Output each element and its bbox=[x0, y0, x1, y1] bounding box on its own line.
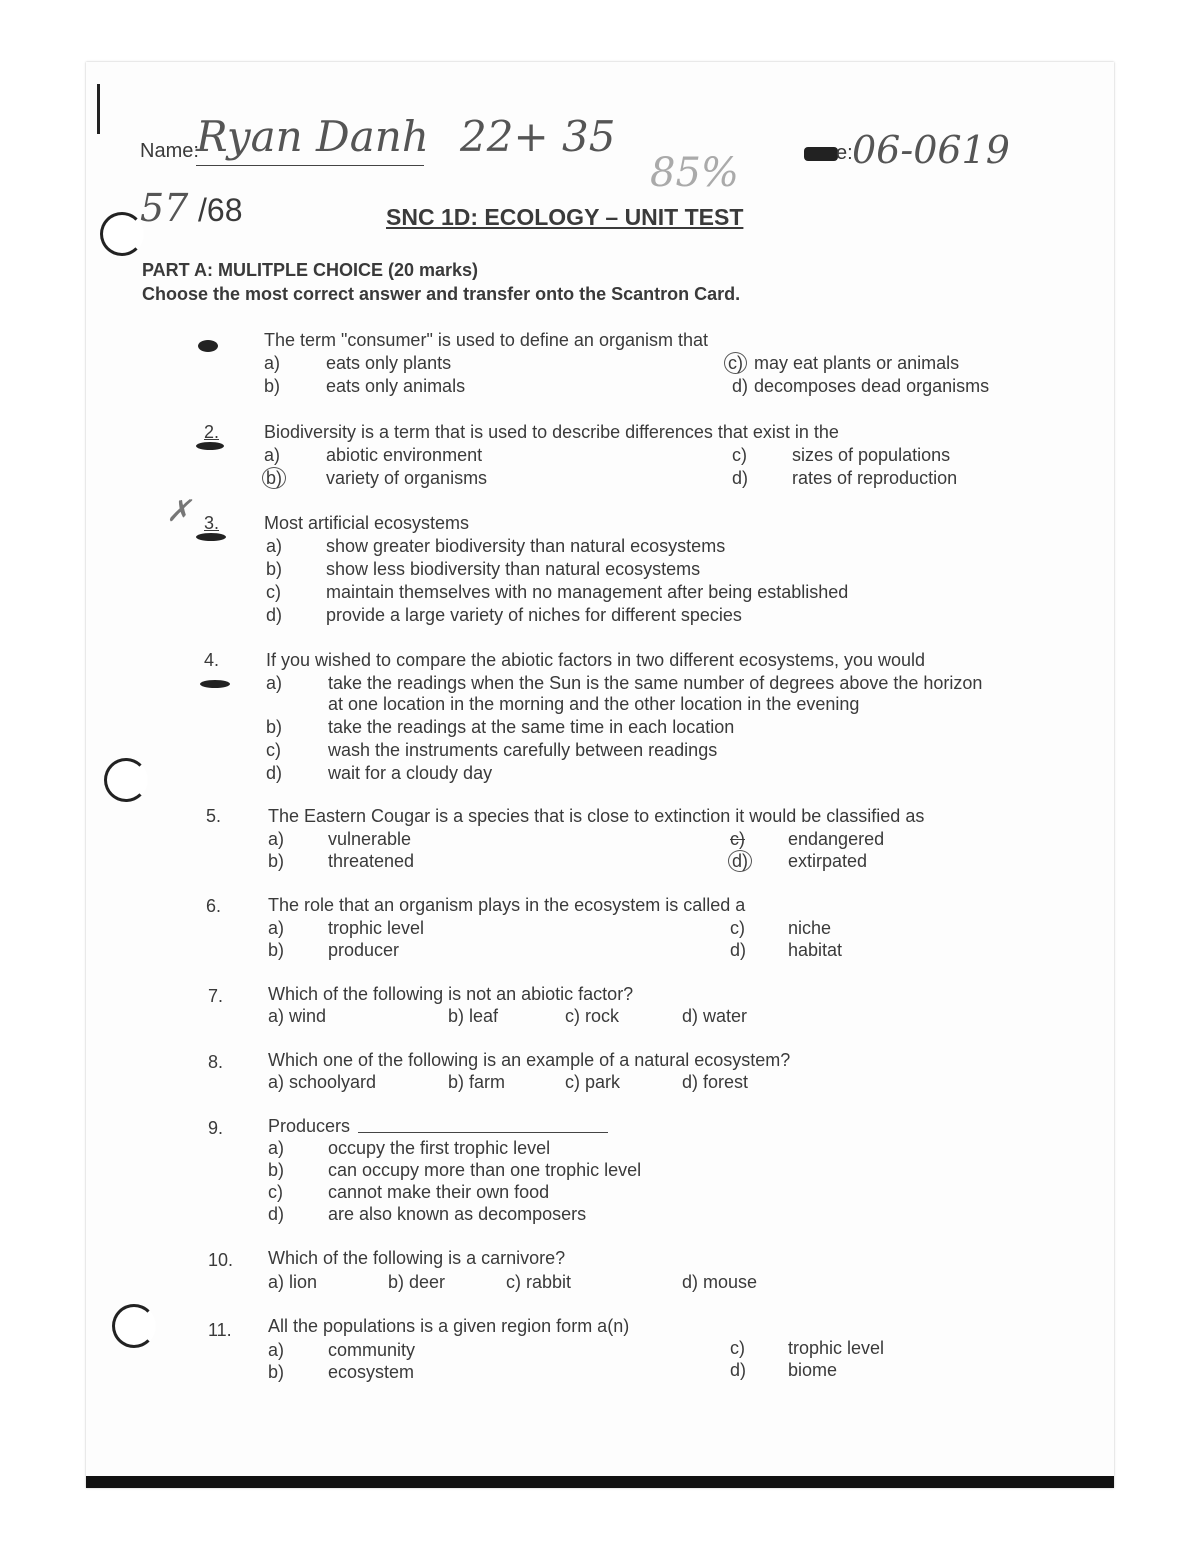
q4-c: wash the instruments carefully between readings bbox=[328, 740, 718, 760]
q7-a: a) wind bbox=[268, 1006, 327, 1026]
q2-b-circled: b) bbox=[262, 467, 286, 489]
q6-c: niche bbox=[788, 918, 832, 938]
q1-d-letter: d) bbox=[732, 376, 749, 396]
q6-b: producer bbox=[328, 940, 400, 960]
q11-b: ecosystem bbox=[328, 1362, 415, 1382]
q3-d-letter: d) bbox=[266, 605, 283, 625]
q3-a: show greater biodiversity than natural ecosystems bbox=[326, 536, 726, 556]
q4-text: If you wished to compare the abiotic factors in two different ecosystems, you would bbox=[266, 650, 925, 670]
q5-c: endangered bbox=[788, 829, 885, 849]
q6-c-letter: c) bbox=[730, 918, 745, 938]
q7-c: c) rock bbox=[565, 1006, 619, 1026]
score-total: /68 bbox=[198, 192, 243, 228]
q9-c-letter: c) bbox=[268, 1182, 283, 1202]
q5-b: threatened bbox=[328, 851, 415, 871]
q6-number: 6. bbox=[206, 896, 222, 916]
q5-number: 5. bbox=[206, 806, 222, 826]
q8-b: b) farm bbox=[448, 1072, 506, 1092]
q11-c: trophic level bbox=[788, 1338, 885, 1358]
q5-text: The Eastern Cougar is a species that is close to extinction it would be classified as bbox=[268, 806, 925, 826]
q3-a-letter: a) bbox=[266, 536, 283, 556]
q4-d: wait for a cloudy day bbox=[328, 763, 493, 783]
q2-number: 2. bbox=[204, 422, 220, 442]
q3-c: maintain themselves with no management after being established bbox=[326, 582, 849, 602]
q9-b-letter: b) bbox=[268, 1160, 285, 1180]
q8-number: 8. bbox=[208, 1052, 224, 1072]
q2-text: Biodiversity is a term that is used to describe differences that exist in the bbox=[264, 422, 839, 442]
date-value: 06-0619 bbox=[852, 128, 1010, 172]
q3-d: provide a large variety of niches for different species bbox=[326, 605, 742, 625]
q1-c-circled: c) bbox=[724, 352, 747, 374]
q4-b-letter: b) bbox=[266, 717, 283, 737]
q8-c: c) park bbox=[565, 1072, 621, 1092]
score-earned: 57 bbox=[140, 186, 189, 230]
name-underline bbox=[196, 165, 424, 166]
q2-a: abiotic environment bbox=[326, 445, 483, 465]
q6-a: trophic level bbox=[328, 918, 425, 938]
q6-b-letter: b) bbox=[268, 940, 285, 960]
q5-b-letter: b) bbox=[268, 851, 285, 871]
q4-d-letter: d) bbox=[266, 763, 283, 783]
q4-b: take the readings at the same time in each location bbox=[328, 717, 735, 737]
q6-d: habitat bbox=[788, 940, 843, 960]
q9-text: Producers bbox=[268, 1116, 351, 1136]
q2-c: sizes of populations bbox=[792, 445, 951, 465]
q4-a: take the readings when the Sun is the same number of degrees above the horizon bbox=[328, 673, 983, 693]
q11-number: 11. bbox=[208, 1320, 232, 1340]
q4-a-continued: at one location in the morning and the other location in the evening bbox=[328, 694, 860, 714]
q2-d: rates of reproduction bbox=[792, 468, 958, 488]
q9-number: 9. bbox=[208, 1118, 224, 1138]
q4-a-letter: a) bbox=[266, 673, 283, 693]
q7-d: d) water bbox=[682, 1006, 748, 1026]
q9-blank-line bbox=[358, 1132, 608, 1133]
q3-text: Most artificial ecosystems bbox=[264, 513, 470, 533]
q1-a: eats only plants bbox=[326, 353, 452, 373]
q2-a-letter: a) bbox=[264, 445, 281, 465]
q2-d-letter: d) bbox=[732, 468, 749, 488]
q8-text: Which one of the following is an example of a natural ecosystem? bbox=[268, 1050, 791, 1070]
q10-a: a) lion bbox=[268, 1272, 318, 1292]
q8-a: a) schoolyard bbox=[268, 1072, 377, 1092]
q1-b: eats only animals bbox=[326, 376, 466, 396]
q9-a-letter: a) bbox=[268, 1138, 285, 1158]
q11-a: community bbox=[328, 1340, 416, 1360]
q7-text: Which of the following is not an abiotic factor? bbox=[268, 984, 634, 1004]
q1-d: decomposes dead organisms bbox=[754, 376, 990, 396]
q6-d-letter: d) bbox=[730, 940, 747, 960]
answer-mark-q4 bbox=[200, 680, 230, 688]
student-name: Ryan Danh bbox=[196, 112, 429, 161]
percent-note: 85% bbox=[650, 150, 739, 196]
answer-mark-q2 bbox=[196, 442, 224, 450]
q2-b: variety of organisms bbox=[326, 468, 488, 488]
q3-b-letter: b) bbox=[266, 559, 283, 579]
q11-a-letter: a) bbox=[268, 1340, 285, 1360]
q10-b: b) deer bbox=[388, 1272, 446, 1292]
q9-d-letter: d) bbox=[268, 1204, 285, 1224]
binder-hole-top bbox=[100, 212, 144, 256]
answer-mark-q3 bbox=[196, 533, 226, 541]
q1-a-letter: a) bbox=[264, 353, 281, 373]
test-title: SNC 1D: ECOLOGY – UNIT TEST bbox=[386, 204, 744, 230]
part-a-instructions: Choose the most correct answer and transfer onto the Scantron Card. bbox=[142, 284, 741, 304]
q6-a-letter: a) bbox=[268, 918, 285, 938]
q3-number: 3. bbox=[204, 513, 220, 533]
q5-d-circled: d) bbox=[728, 850, 752, 872]
q10-c: c) rabbit bbox=[506, 1272, 572, 1292]
q9-d: are also known as decomposers bbox=[328, 1204, 587, 1224]
q10-d: d) mouse bbox=[682, 1272, 758, 1292]
score-note: 22+ 35 bbox=[460, 112, 616, 161]
q9-b: can occupy more than one trophic level bbox=[328, 1160, 642, 1180]
q5-a: vulnerable bbox=[328, 829, 412, 849]
redacted-date-label bbox=[804, 147, 838, 161]
q6-text: The role that an organism plays in the ecosystem is called a bbox=[268, 895, 746, 915]
q7-number: 7. bbox=[208, 986, 224, 1006]
date-label: e: bbox=[836, 142, 853, 164]
q3-b: show less biodiversity than natural ecosystems bbox=[326, 559, 701, 579]
q1-c: may eat plants or animals bbox=[754, 353, 960, 373]
q7-b: b) leaf bbox=[448, 1006, 499, 1026]
binder-hole-bottom bbox=[112, 1304, 156, 1348]
margin-mark bbox=[97, 84, 100, 134]
q5-d: extirpated bbox=[788, 851, 868, 871]
q11-text: All the populations is a given region form a(n) bbox=[268, 1316, 630, 1336]
q10-number: 10. bbox=[208, 1250, 234, 1270]
q1-text: The term "consumer" is used to define an organism that bbox=[264, 330, 708, 350]
q5-c-letter: c) bbox=[730, 829, 745, 849]
binder-hole-middle bbox=[104, 758, 148, 802]
q11-d: biome bbox=[788, 1360, 838, 1380]
q2-b-letter bbox=[262, 468, 286, 489]
q5-d-letter bbox=[728, 851, 752, 872]
part-a-heading: PART A: MULITPLE CHOICE (20 marks) bbox=[142, 260, 479, 280]
q4-number: 4. bbox=[204, 650, 220, 670]
q5-a-letter: a) bbox=[268, 829, 285, 849]
q11-b-letter: b) bbox=[268, 1362, 285, 1382]
q4-c-letter: c) bbox=[266, 740, 281, 760]
q9-c: cannot make their own food bbox=[328, 1182, 550, 1202]
q8-d: d) forest bbox=[682, 1072, 749, 1092]
q3-c-letter: c) bbox=[266, 582, 281, 602]
answer-mark-q1 bbox=[198, 340, 218, 352]
q11-c-letter: c) bbox=[730, 1338, 745, 1358]
q1-b-letter: b) bbox=[264, 376, 281, 396]
q9-a: occupy the first trophic level bbox=[328, 1138, 551, 1158]
q10-text: Which of the following is a carnivore? bbox=[268, 1248, 566, 1268]
q1-c-letter bbox=[724, 353, 747, 374]
q11-d-letter: d) bbox=[730, 1360, 747, 1380]
paper-bottom-edge bbox=[86, 1476, 1114, 1488]
q3-checkmark: ✗ bbox=[166, 494, 192, 529]
name-label: Name: bbox=[140, 140, 199, 162]
q2-c-letter: c) bbox=[732, 445, 747, 465]
